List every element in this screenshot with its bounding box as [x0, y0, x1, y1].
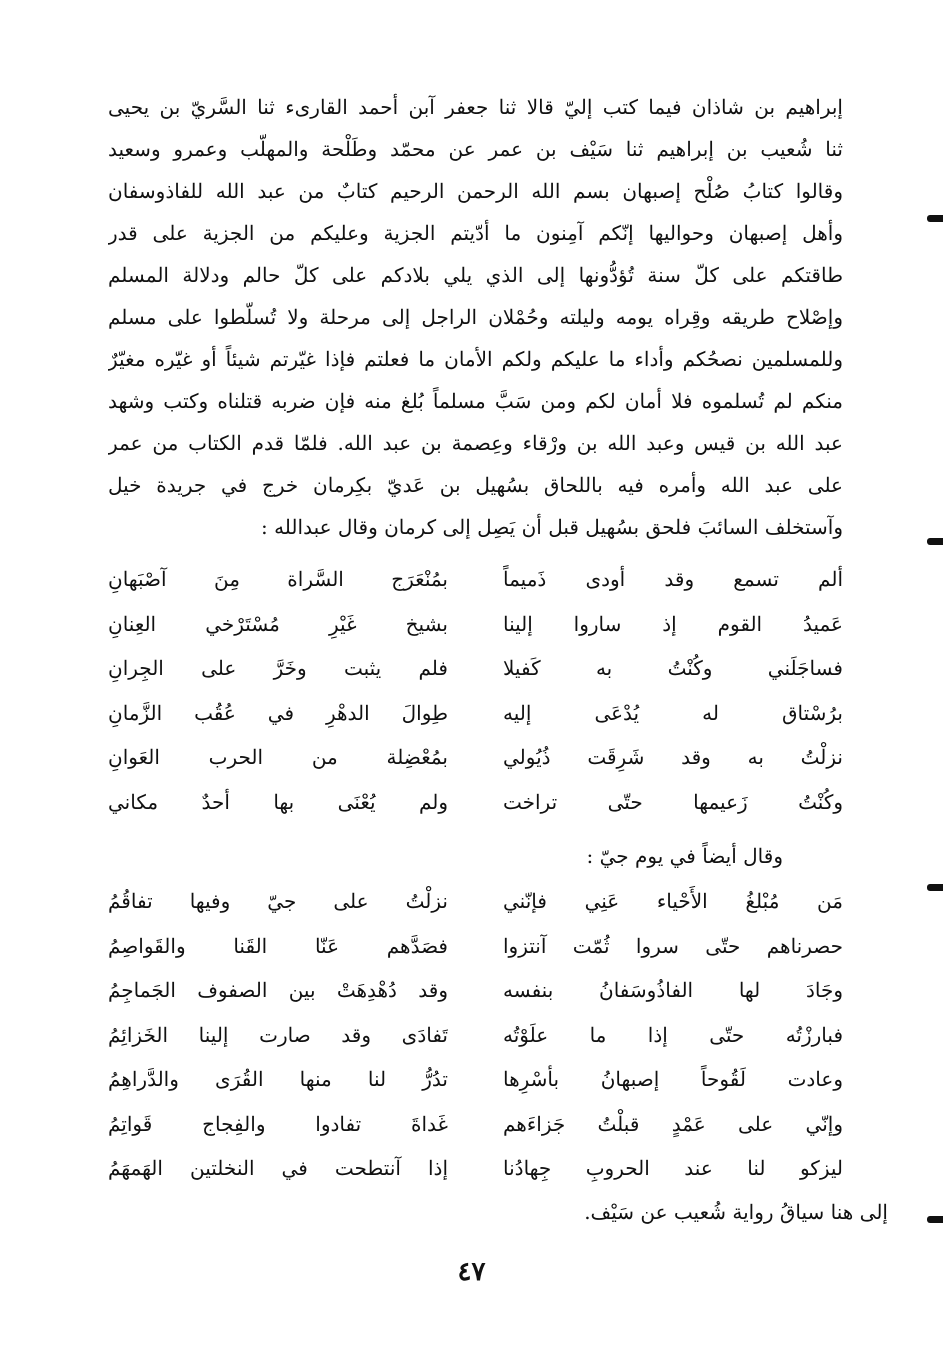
verse-first-hemistich: عَميدُ القوم إذ ساروا إلينا — [503, 611, 843, 636]
verse-first-hemistich: ألم تسمع وقد أودى ذَميماً — [503, 567, 843, 591]
verse-second-hemistich: نزلْتُ على جيّ وفيها تفاقُمُ — [108, 889, 448, 913]
page-number: ٤٧ — [457, 1257, 486, 1287]
verse-first-hemistich: وجَادَ لها الفاذُوسَفانُ بنفسه — [503, 978, 843, 1002]
prose-line: منكم لم تُسلموه فلا أمان لكم ومن سَبَّ مسلماً بُلغ منه فإن ضربه قتلناه وكتب وشهد — [108, 389, 843, 413]
verse-first-hemistich: حصرناهم حتّى سروا ثُمّت آنتزوا — [503, 933, 843, 958]
verse-second-hemistich: غَداةَ تفادوا والفِجاج قَواتِمُ — [108, 1111, 448, 1136]
verse-first-hemistich: وكُنْتُ زَعيمها حتّى تراخت — [503, 789, 843, 814]
poem-intro: وقال أيضاً في يوم جيّ : — [586, 844, 783, 868]
verse-second-hemistich: تدُرُّ لنا منها القُرَى والدَّراهِمُ — [108, 1067, 448, 1091]
poem-verse — [108, 691, 843, 736]
verse-first-hemistich: وإنّي على عَمْدٍ قبلْتُ جَزاءَهم — [503, 1111, 843, 1136]
poem-verse — [108, 1102, 843, 1147]
verse-first-hemistich: فبارزْتُه حتّى إذا ما علَوْتُه — [503, 1022, 843, 1047]
prose-line: إبراهيم بن شاذان فيما كتب إليّ قالا ثنا جعفر آبن أحمد القارىء ثنا السَّريّ بن يحيى — [108, 95, 843, 119]
poem-verse — [108, 968, 843, 1013]
poem-verse — [108, 646, 843, 691]
poem-verse — [108, 557, 843, 602]
scan-edge-mark — [927, 884, 943, 891]
verse-second-hemistich: فصَدَّهم عَنّا القَنا والقَواصِمُ — [108, 933, 448, 958]
verse-second-hemistich: إذا آنتطحت في النخلتين الهَمهَمُ — [108, 1156, 448, 1180]
verse-second-hemistich: فلم يثبت وخَرَّ على الجِرانِ — [108, 656, 448, 680]
verse-second-hemistich: طِوالَ الدهْرِ في عُقُب الزَّمانِ — [108, 700, 448, 725]
prose-line: وللمسلمين نصحُكم وأداء ما عليكم ولكم الأمان ما فعلتم فإذا غيّرتم شيئاً أو غيّره مغيّرٌ — [108, 347, 843, 371]
poem-verse — [108, 924, 843, 969]
prose-line: طاقتكم على كلّ سنة تُؤدُّونها إلى الذي يلي بلادكم على كلّ حالم ودلالة المسلم — [108, 263, 843, 287]
prose-line: وقالوا كتابُ صُلْح إصبهان بسم الله الرحمن الرحيم كتابٌ من عبد الله للفاذوسفان — [108, 179, 843, 203]
prose-line: على عبد الله وأمره فيه باللحاق بسُهيل بن عَديّ بكِرمان خرج في جريدة خيل — [108, 473, 843, 497]
prose-line: وأهل إصبهان وحواليها إنّكم آمِنون ما أدّيتم الجزية وعليكم من الجزية على قدر — [108, 221, 843, 245]
verse-first-hemistich: وعادت لَقُوحاً إصبهانُ بأسْرِها — [503, 1067, 843, 1091]
verse-first-hemistich: فساجَلَني وكُنْتُ به كَفيلا — [503, 656, 843, 680]
prose-line: ثنا شُعيب بن إبراهيم ثنا سَيْف بن عمر عن محمّد وطَلْحة والمهلّب وعمرو وسعيد — [108, 137, 843, 161]
poem-verse — [108, 780, 843, 825]
verse-first-hemistich: مَن مُبْلغُ الأَحْياء عَنِي فإنّني — [503, 889, 843, 913]
poem-verse — [108, 879, 843, 924]
poem-first — [108, 557, 843, 824]
verse-second-hemistich: بشيخ غَيْرِ مُسْتَرْخي العِنانِ — [108, 611, 448, 636]
poem-verse — [108, 735, 843, 780]
scan-edge-mark — [927, 215, 943, 222]
verse-second-hemistich: وقد دُهْدِهَتْ بين الصفوف الجَماجِمُ — [108, 978, 448, 1002]
prose-line: عبد الله بن قيس وعبد الله بن ورْقاء وعِصمة بن عبد الله. فلمّا قدم الكتاب من عمر — [108, 431, 843, 455]
verse-second-hemistich: تَفادَى وقد صارت إلينا الخَزائِمُ — [108, 1022, 448, 1047]
poem-verse — [108, 1013, 843, 1058]
verse-second-hemistich: بمُعْضِلة من الحرب العَوانِ — [108, 745, 448, 769]
verse-first-hemistich: نزلْتُ به وقد شَرِقَت ذُيُولي — [503, 745, 843, 769]
closing-line: إلى هنا سياقُ رواية شُعيب عن سَيْف. — [584, 1200, 888, 1224]
prose-line: وإصْلاح طريقه وقِراه يومه وليلته وحُمْلان الراجل إلى مرحلة ولا تُسلّطوا على مسلم — [108, 305, 843, 329]
poem-verse — [108, 1146, 843, 1191]
scan-edge-mark — [927, 538, 943, 545]
verse-second-hemistich: ولم يُعْنَى بها أحدٌ مكاني — [108, 789, 448, 814]
verse-second-hemistich: بمُنْعَرَج السَّراة مِنَ آصْبَهانِ — [108, 567, 448, 591]
poem-verse — [108, 1057, 843, 1102]
verse-first-hemistich: برُسْتاق له يُدْعَى إليه — [503, 700, 843, 725]
prose-paragraph — [108, 86, 843, 548]
poem-verse — [108, 602, 843, 647]
verse-first-hemistich: ليزكو لنا عند الحروبِ جِهادُنا — [503, 1156, 843, 1180]
prose-line: وآستخلف السائبَ فلحق بسُهيل قبل أن يَصِل إلى كرمان وقال عبدالله : — [260, 515, 843, 539]
scan-edge-mark — [927, 1216, 943, 1223]
poem-second — [108, 879, 843, 1191]
